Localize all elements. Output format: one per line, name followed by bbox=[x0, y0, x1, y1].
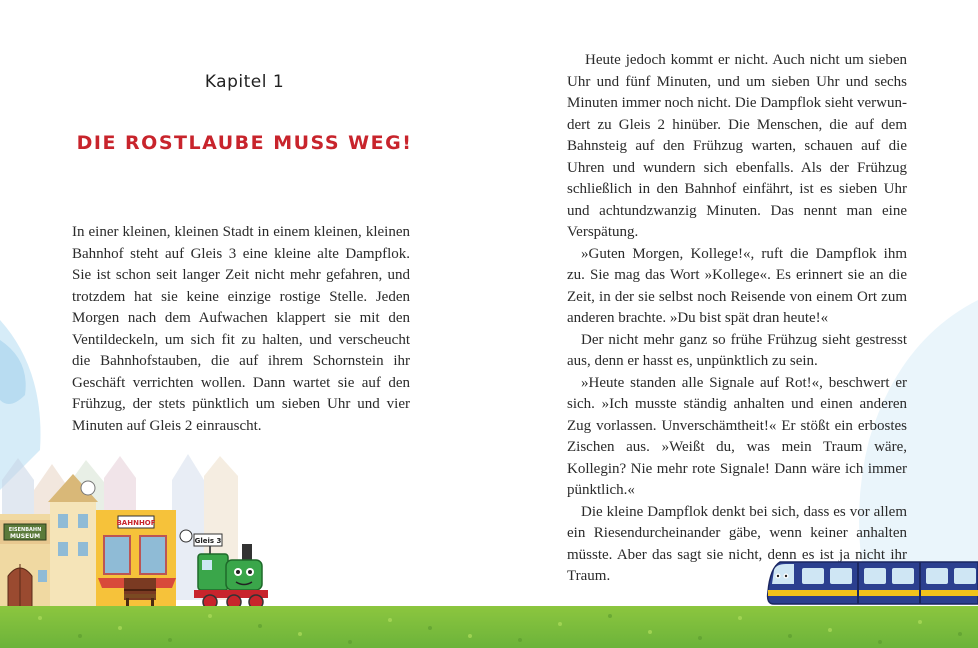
museum-building bbox=[0, 514, 50, 610]
right-body-text bbox=[567, 50, 907, 588]
paragraph: Die kleine Dampflok denkt bei sich, dass es vor allem ein Riesendurcheinander gäbe, wenn keiner anhalten müsste. Aber das sagt sie nicht, denn es ist ja nicht ihr Traum. bbox=[567, 503, 907, 584]
paragraph: »Heute standen alle Signale auf Rot!«, beschwert er sich. »Ich musste ständig anhalten und einen anderen Zug vorlassen. Unverschämtheit!« Er stößt ein erbostes Zischen aus. »Weißt du, was mein Traum wäre, Kollegin? Nie mehr rote Signale! Dann wäre ich immer pünktlich.« bbox=[567, 374, 907, 498]
grass-texture bbox=[0, 606, 978, 648]
chapter-label: Kapitel 1 bbox=[204, 72, 285, 92]
modern-train-illustration bbox=[764, 556, 978, 612]
chapter-title: DIE ROSTLAUBE MUSS WEG! bbox=[76, 132, 413, 154]
svg-text:Gleis 3: Gleis 3 bbox=[194, 537, 222, 545]
town-illustration bbox=[0, 450, 300, 620]
paragraph: Der nicht mehr ganz so frühe Frühzug sieht gestresst aus, denn er hasst es, unpünktlich zu sein. bbox=[567, 331, 907, 369]
paragraph: Heute jedoch kommt er nicht. Auch nicht um sieben Uhr und fünf Minuten, und um sieben Uhr und sechs Minuten immer noch nicht. Die Dampflok sieht verwundert zu Gleis 2 hinüber. Die Menschen, die auf dem Bahnsteig auf den Frühzug warten, schauen auf die Uhren und wundern sich ebenfalls. Als der Frühzug schließlich in den Bahnhof einfährt, ist es sieben Uhr und achtundzwanzig Minuten. Das nennt man eine Verspätung. bbox=[567, 52, 907, 240]
paragraph: »Guten Morgen, Kollege!«, ruft die Dampflok ihm zu. Sie mag das Wort »Kollege«. Es erinnert sie an die Zeit, in der sie selbst noch Reisende von einem Ort zum anderen brachte. »Du bist spät dran heute!« bbox=[567, 245, 907, 326]
svg-text:MUSEUM: MUSEUM bbox=[9, 533, 41, 540]
town-houses bbox=[48, 474, 98, 610]
paragraph: In einer kleinen, kleinen Stadt in einem kleinen, kleinen Bahnhof steht auf Gleis 3 eine kleine alte Dampflok. Sie ist schon seit langer Zeit nicht mehr gefahren, und trotzdem hat sie keine einzige rostige Stelle. Jeden Morgen nach dem Aufwachen klappert sie mit den Ventildeckeln, um sich fit zu halten, und verscheucht die Bahnhofstauben, die auf ihrem Schornstein ihr Geschäft verrichten wollen. Dann wartet sie auf den Frühzug, der stets pünktlich um sieben Uhr und vier Minuten auf Gleis 2 einrauscht. bbox=[72, 224, 410, 434]
left-body-text bbox=[72, 222, 410, 437]
svg-text:BAHNHOF: BAHNHOF bbox=[116, 519, 156, 527]
svg-text:EISENBAHN: EISENBAHN bbox=[8, 527, 42, 533]
